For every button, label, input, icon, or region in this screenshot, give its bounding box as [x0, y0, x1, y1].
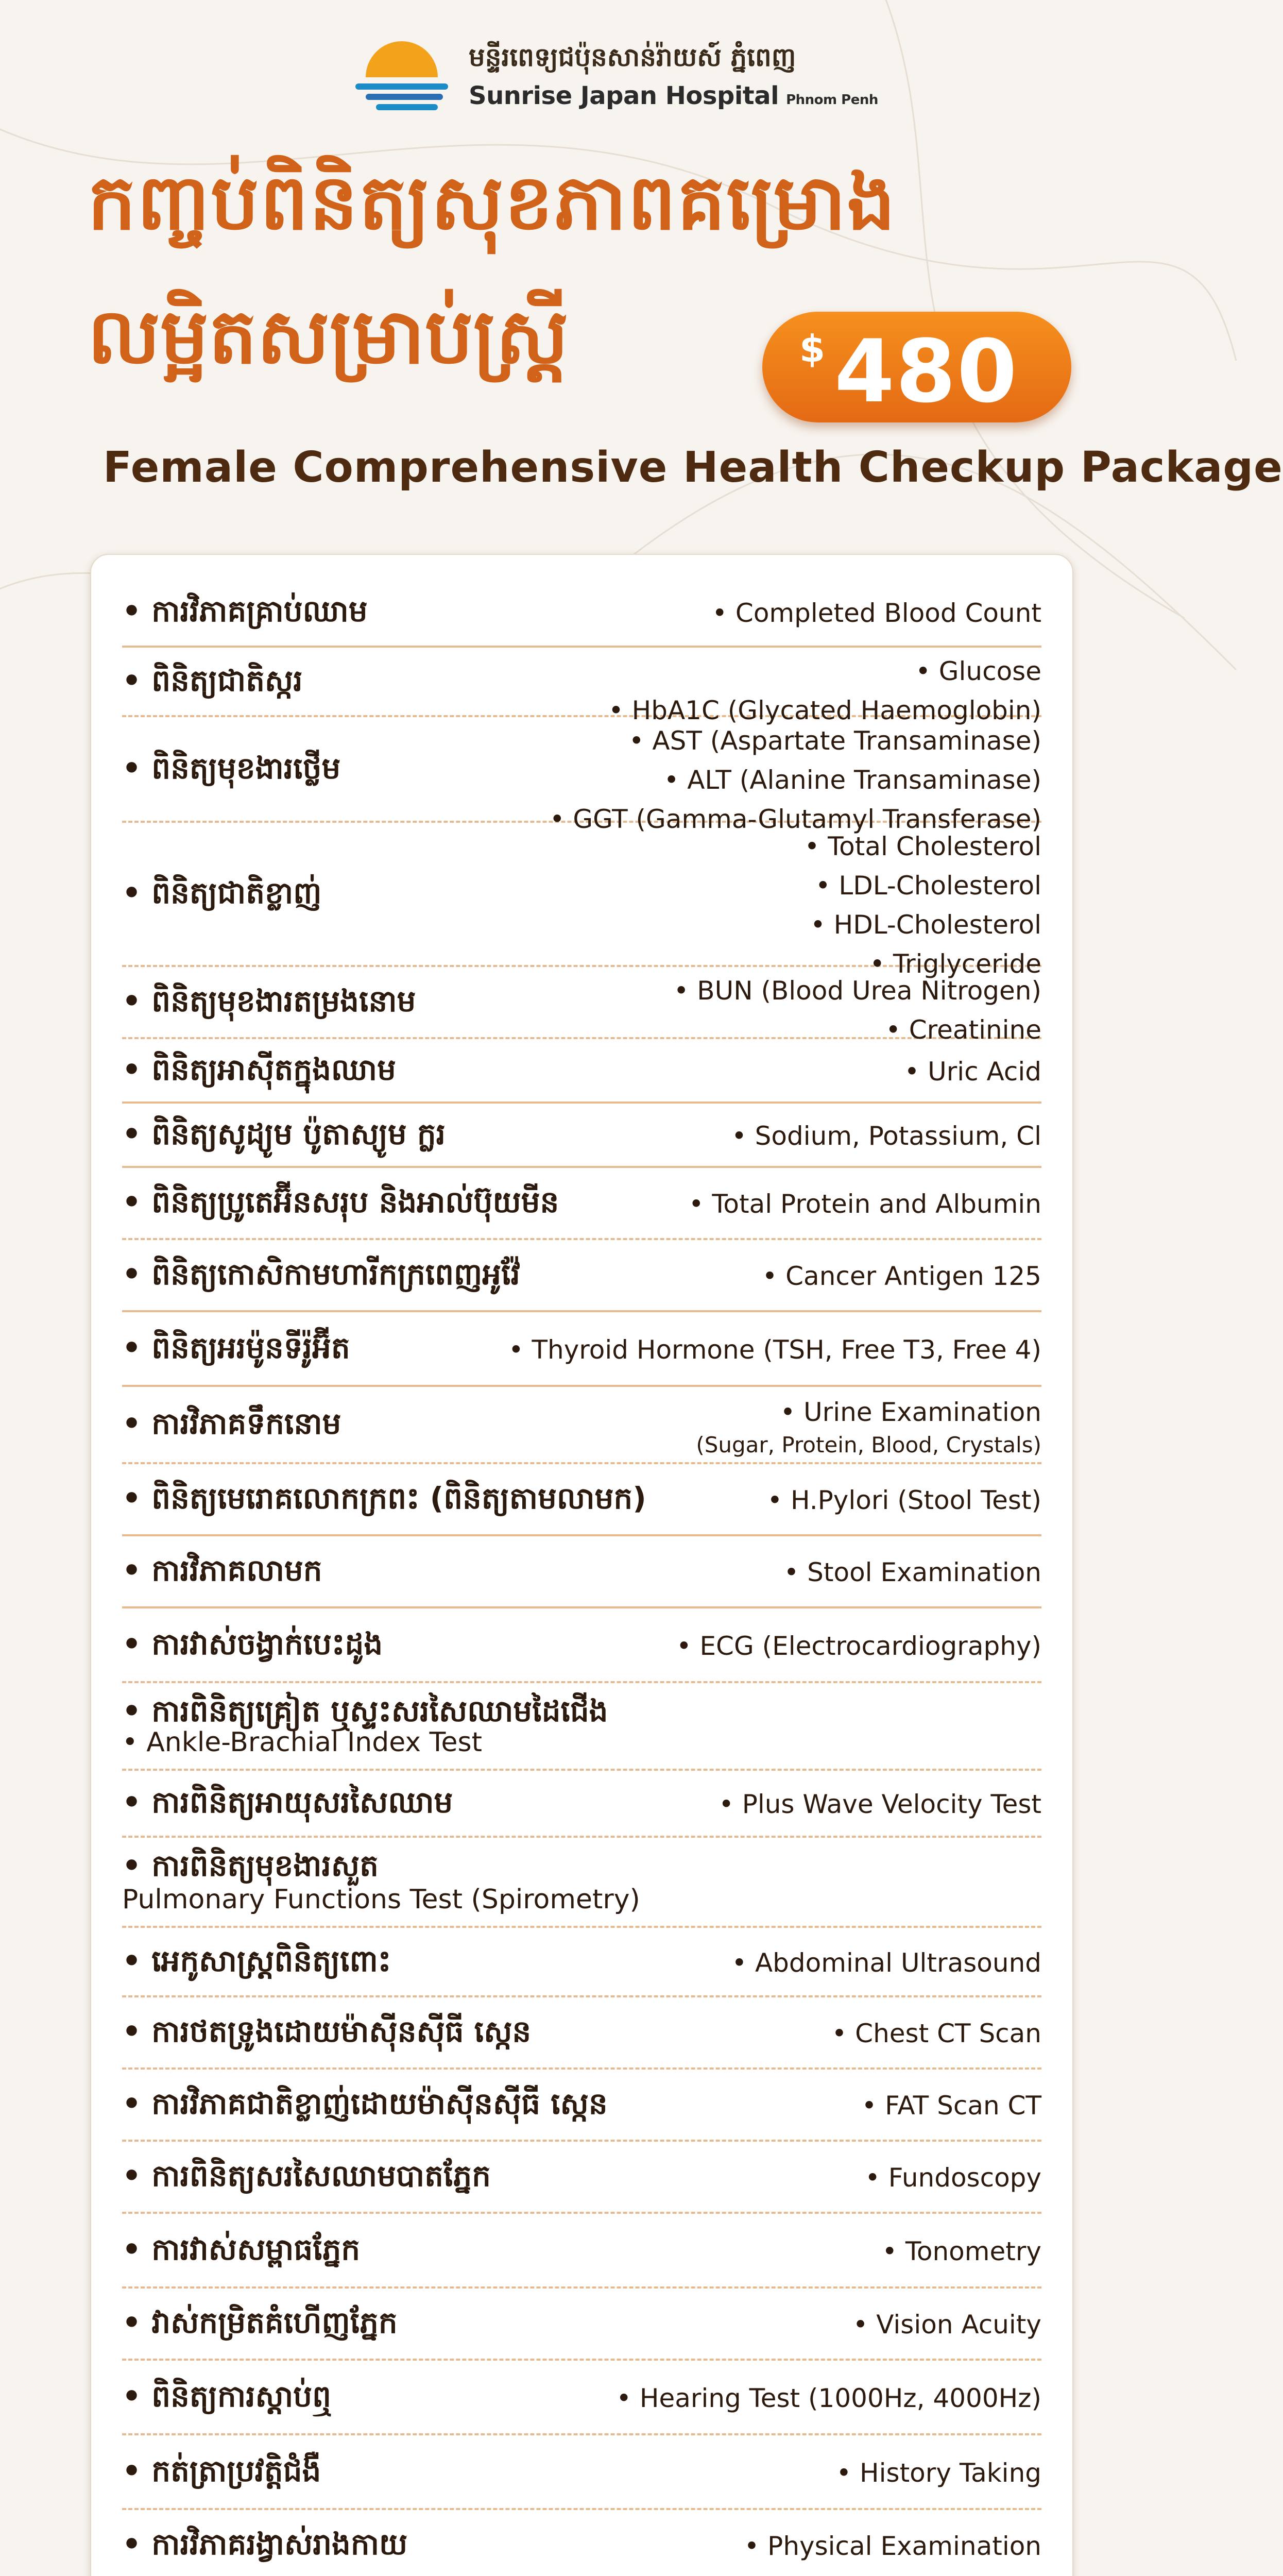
- item-name-kh: • ការវិភាគគ្រាប់ឈាម: [122, 593, 368, 629]
- item-tests-en: [731, 1116, 1041, 1156]
- package-item: [122, 578, 1041, 648]
- package-item: [122, 1997, 1041, 2070]
- item-name-kh: • ការពិនិត្យអាយុសរសៃឈាម: [122, 1785, 453, 1820]
- item-name-kh: • ការពិនិត្យមុខងារសួត: [122, 1848, 379, 1883]
- test-detail: (Sugar, Protein, Blood, Crystals): [696, 1432, 1041, 1458]
- package-item: [122, 1240, 1041, 1312]
- hospital-logo: [355, 36, 878, 124]
- item-name-kh: • ការវាស់សម្ពាធភ្នែក: [122, 2231, 361, 2267]
- test-name: • History Taking: [836, 2458, 1041, 2488]
- price-currency: $: [799, 327, 826, 370]
- test-name: • Abdominal Ultrasound: [731, 1947, 1041, 1978]
- test-name: • Total Cholesterol: [804, 832, 1041, 861]
- item-tests-en: [836, 2453, 1041, 2493]
- item-tests-en: [674, 971, 1041, 1049]
- item-name-kh: • ពិនិត្យអាស៊ីតក្នុងឈាម: [122, 1052, 396, 1087]
- test-name: • Chest CT Scan: [831, 2019, 1041, 2048]
- price-amount: 480: [834, 321, 1018, 422]
- item-tests-en: [904, 1052, 1041, 1091]
- test-name: • HDL-Cholesterol: [810, 910, 1041, 940]
- hospital-name-en: Sunrise Japan Hospital Phnom Penh: [469, 81, 878, 110]
- item-tests-en: [689, 1184, 1041, 1224]
- item-name-kh: • ការថតទ្រូងដោយម៉ាស៊ីនស៊ីធី ស្កេន: [122, 2014, 532, 2049]
- package-item: [122, 1536, 1041, 1608]
- item-name-kh: • ការពិនិត្យគ្រៀត ឬស្ទះសរសៃឈាមដៃជើង: [122, 1693, 608, 1728]
- item-name-kh: • ការវិភាគរង្វាស់រាងកាយ: [122, 2527, 408, 2562]
- title-line-2: លម្អិតសម្រាប់ស្ត្រី: [88, 292, 569, 381]
- test-name: • Vision Acuity: [852, 2310, 1041, 2340]
- test-name: • LDL-Cholesterol: [815, 871, 1041, 901]
- item-tests-en: [853, 2305, 1041, 2344]
- item-name-kh: • ការពិនិត្យសរសៃឈាមបាតភ្នែក: [122, 2158, 491, 2193]
- item-name-kh: • ការវិភាគទឹកនោម: [122, 1406, 341, 1441]
- item-tests-en: [617, 2379, 1042, 2418]
- test-name: • Sodium, Potassium, Cl: [731, 1121, 1041, 1151]
- package-item: [122, 2510, 1041, 2576]
- test-name: • GGT (Gamma-Glutamyl Transferase): [549, 804, 1041, 834]
- test-name: • Triglyceride: [869, 949, 1041, 979]
- test-name: • Plus Wave Velocity Test: [719, 1789, 1041, 1819]
- package-items-card: [90, 554, 1073, 2576]
- package-item: [122, 717, 1041, 834]
- test-name: • ALT (Alanine Transaminase): [663, 765, 1041, 795]
- item-tests-en: [862, 2086, 1041, 2125]
- test-name: • Hearing Test (1000Hz, 4000Hz): [616, 2383, 1041, 2413]
- item-tests-en: [762, 1257, 1041, 1296]
- item-name-kh: • ពិនិត្យមេរោគលោកក្រពះ (ពិនិត្យតាមលាមក): [122, 1481, 646, 1516]
- item-name-kh: • វាស់កម្រិតគំហើញភ្នែក: [122, 2305, 398, 2340]
- item-name-kh: • ពិនិត្យអរម៉ូនទីរ៉ូអ៊ីត: [122, 1330, 350, 1365]
- item-tests-en: [550, 721, 1041, 839]
- test-name: • BUN (Blood Urea Nitrogen): [673, 976, 1041, 1006]
- package-item: [122, 1928, 1041, 1997]
- item-tests-en: [767, 1481, 1041, 1520]
- item-tests-en: [712, 594, 1041, 633]
- title-line-1: កញ្ចប់ពិនិត្យសុខភាពគម្រោង: [88, 158, 897, 247]
- test-name: • FAT Scan CT: [861, 2091, 1041, 2121]
- test-name: • Creatinine: [885, 1015, 1041, 1045]
- item-name-en: • Ankle-Brachial Index Test: [122, 1727, 483, 1758]
- package-item: [122, 2214, 1041, 2289]
- package-item: [122, 823, 1041, 979]
- test-name: • Fundoscopy: [865, 2163, 1041, 2193]
- package-item: [122, 1838, 1041, 1928]
- package-items-list: [122, 578, 1041, 2576]
- test-name: • Glucose: [915, 656, 1041, 686]
- package-item: [122, 1683, 1041, 1771]
- item-name-kh: • អេកូសាស្ត្រពិនិត្យពោះ: [122, 1943, 391, 1978]
- item-name-kh: • ពិនិត្យសូដ្យូម ប៉ូតាស្យូម ក្លរ: [122, 1116, 446, 1151]
- item-name-kh: • ពិនិត្យប្រូតេអ៊ីនសរុប និងអាល់ប៊ុយមីន: [122, 1184, 559, 1219]
- item-tests-en: [508, 1330, 1041, 1369]
- test-name: • Urine Examination: [780, 1397, 1041, 1427]
- package-item: [122, 1771, 1041, 1838]
- item-name-kh: • ពិនិត្យជាតិខ្លាញ់: [122, 875, 322, 910]
- price-badge: [762, 312, 1071, 422]
- test-name: • HbA1C (Glycated Haemoglobin): [608, 696, 1041, 725]
- hospital-location: Phnom Penh: [786, 92, 878, 108]
- item-tests-en: [732, 1943, 1041, 1982]
- test-name: • Stool Examination: [783, 1557, 1041, 1587]
- item-name-kh: • ពិនិត្យកោសិកាមហារីកក្រពេញអូវ៉ែ: [122, 1257, 520, 1292]
- test-name: • AST (Aspartate Transaminase): [629, 726, 1041, 756]
- sunrise-logo-icon: [355, 41, 448, 118]
- test-name: • Total Protein and Albumin: [689, 1189, 1041, 1219]
- item-name-en: Pulmonary Functions Test (Spirometry): [122, 1884, 640, 1915]
- item-tests-en: [696, 1393, 1041, 1459]
- item-tests-en: [805, 827, 1041, 984]
- item-tests-en: [676, 1626, 1041, 1666]
- test-name: • ECG (Electrocardiography): [676, 1631, 1041, 1661]
- package-item: [122, 1104, 1041, 1168]
- package-item: [122, 1312, 1041, 1387]
- package-item: [122, 1464, 1041, 1536]
- item-tests-en: [832, 2014, 1041, 2053]
- item-name-kh: • ការវិភាគជាតិខ្លាញ់ដោយម៉ាស៊ីនស៊ីធី ស្កេន: [122, 2086, 608, 2121]
- package-item: [122, 1039, 1041, 1104]
- package-item: [122, 648, 1041, 725]
- item-name-kh: • កត់ត្រាប្រវត្តិជំងឺ: [122, 2453, 321, 2488]
- package-item: [122, 2289, 1041, 2361]
- package-item: [122, 2142, 1041, 2214]
- item-tests-en: [865, 2158, 1041, 2197]
- package-item: [122, 2435, 1041, 2510]
- package-item: [122, 1608, 1041, 1683]
- item-tests-en: [882, 2232, 1041, 2271]
- item-tests-en: [784, 1553, 1041, 1592]
- package-item: [122, 1168, 1041, 1240]
- test-name: • Physical Examination: [744, 2531, 1041, 2561]
- test-name: • H.Pylori (Stool Test): [767, 1485, 1041, 1515]
- item-name-kh: • ពិនិត្យជាតិស្ករ: [122, 663, 303, 698]
- item-tests-en: [719, 1785, 1041, 1824]
- test-name: • Uric Acid: [904, 1056, 1041, 1087]
- item-name-kh: • ការវិភាគលាមក: [122, 1553, 322, 1588]
- package-item: [122, 1387, 1041, 1464]
- item-name-kh: • ការវាស់ចង្វាក់បេះដូង: [122, 1626, 383, 1662]
- item-name-kh: • ពិនិត្យមុខងារថ្លើម: [122, 750, 341, 786]
- item-tests-en: [744, 2527, 1041, 2566]
- package-subtitle: Female Comprehensive Health Checkup Package: [103, 443, 1283, 492]
- test-name: • Completed Blood Count: [712, 598, 1041, 628]
- test-name: • Tonometry: [882, 2236, 1041, 2266]
- item-name-kh: • ពិនិត្យមុខងារតម្រងនោម: [122, 984, 416, 1019]
- test-name: • Thyroid Hormone (TSH, Free T3, Free 4): [508, 1334, 1041, 1365]
- package-item: [122, 2361, 1041, 2435]
- item-name-kh: • ពិនិត្យការស្តាប់ឮ: [122, 2378, 331, 2414]
- hospital-name-kh: មន្ទីរពេទ្យជប៉ុនសាន់រ៉ាយស៍ ភ្នំពេញ: [469, 42, 796, 72]
- test-name: • Cancer Antigen 125: [762, 1261, 1041, 1291]
- package-item: [122, 2070, 1041, 2142]
- package-item: [122, 967, 1041, 1045]
